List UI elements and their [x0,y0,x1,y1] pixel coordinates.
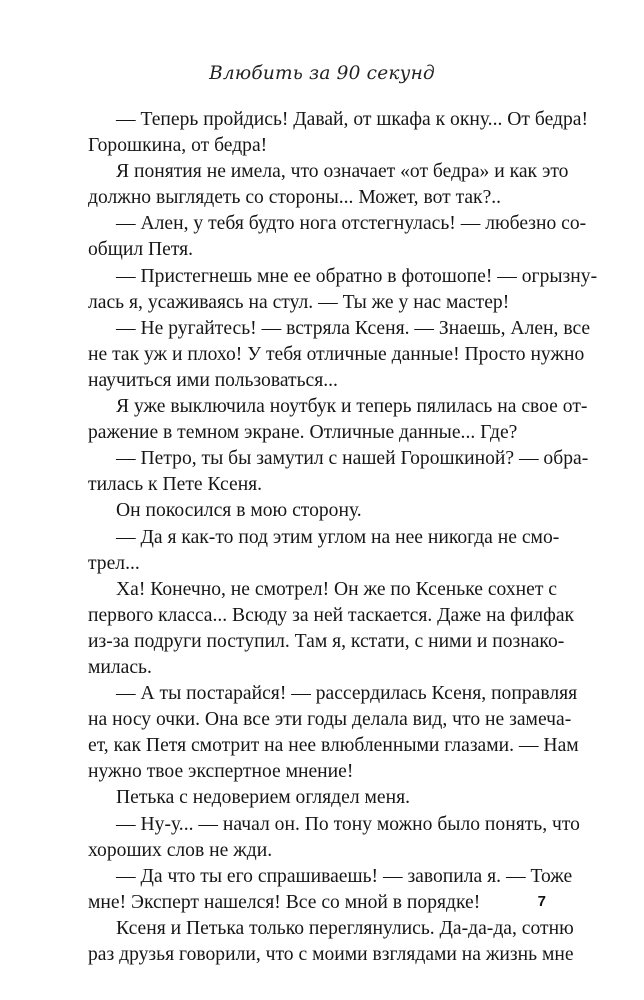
paragraph-first-line: Ха! Конечно, не смотрел! Он же по Ксеньке сохнет с [116,578,557,600]
paragraph-first-line: — Теперь пройдись! Давай, от шкафа к окну... От бедра! [116,109,589,130]
paragraph-line: ет, как Петя смотрит на нее влюбленными глазами. — Нам [88,735,579,757]
paragraph-first-line: Он покосился в мою сторону. [116,500,362,522]
paragraph-first-line: — А ты постарайся! — рассердилась Ксеня, поправляя [116,683,578,705]
paragraph-line: Горошкина, от бедра! [88,135,268,157]
paragraph-first-line: — Ален, у тебя будто нога отстегнулась! — любезно со- [116,213,587,235]
paragraph-first-line: — Петро, ты бы замутил с нашей Горошкиной? — обра- [116,448,589,470]
paragraph-line: на носу очки. Она все эти годы делала вид, что не замеча- [88,709,572,731]
paragraph-first-line: Я уже выключила ноутбук и теперь пялилась на свое от- [116,396,588,418]
paragraph-first-line: — Да что ты его спрашиваешь! — завопила я. — Тоже [116,865,573,887]
paragraph-line: ражение в темном экране. Отличные данные... Где? [88,422,518,444]
paragraph-line: из-за подруги поступил. Там я, кстати, с ними и познако- [88,630,565,652]
paragraph-line: тилась к Пете Ксеня. [88,474,263,496]
running-head: Влюбить за 90 секунд [209,63,435,84]
paragraph-first-line: Ксеня и Петька только переглянулись. Да-да-да, сотню [116,917,574,939]
paragraph-line: мне! Эксперт нашелся! Все со мной в порядке! [88,891,481,913]
paragraph-line: общил Петя. [88,239,194,261]
body-text [88,107,598,968]
paragraph-first-line: — Да я как-то под этим углом на нее никогда не смо- [116,526,560,548]
paragraph-first-line: — Ну-у... — начал он. По тону можно было понять, что [116,813,580,835]
paragraph-line: милась. [88,656,152,678]
paragraph-line: трел... [88,552,140,574]
paragraph-line: раз друзья говорили, что с моими взглядами на жизнь мне [88,944,574,965]
paragraph-first-line: — Не ругайтесь! — встряла Ксеня. — Знаешь, Ален, все [116,317,591,339]
paragraph-line: хороших слов не жди. [88,839,273,861]
paragraph-line: не так уж и плохо! У тебя отличные данные! Просто нужно [88,343,585,365]
paragraph-first-line: Петька с недоверием оглядел меня. [116,787,411,809]
page-number: 7 [537,893,546,910]
paragraph-line: первого класса... Всюду за ней таскается. Даже на филфак [88,604,575,626]
paragraph-line: нужно твое экспертное мнение! [88,761,354,783]
paragraph-line: лась я, усаживаясь на стул. — Ты же у нас мастер! [88,291,510,313]
paragraph-first-line: Я понятия не имела, что означает «от бедра» и как это [116,161,569,183]
paragraph-first-line: — Пристегнешь мне ее обратно в фотошопе! — огрызну- [116,265,598,287]
paragraph-line: научиться ими пользоваться... [88,369,338,391]
paragraph-line: должно выглядеть со стороны... Может, вот так?.. [88,187,502,209]
